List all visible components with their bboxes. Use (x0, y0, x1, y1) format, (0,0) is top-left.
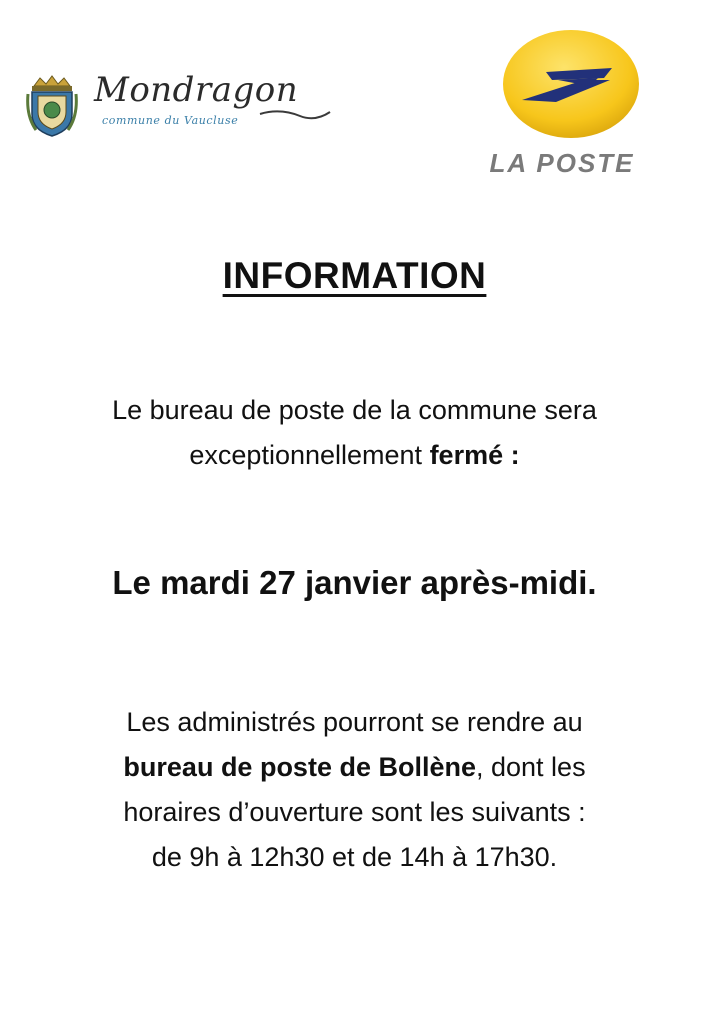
opening-hours: de 9h à 12h30 et de 14h à 17h30. (151, 842, 558, 872)
alternative-line-2 (30, 745, 679, 790)
alternative-line-3: horaires d’ouverture sont les suivants : (123, 797, 586, 827)
town-subtitle: commune du Vaucluse (102, 114, 239, 127)
notice-title: INFORMATION (222, 255, 487, 296)
la-poste-wordmark: LA POSTE (489, 148, 635, 178)
la-poste-logo (500, 28, 642, 140)
closure-line-1: Le bureau de poste de la commune sera (112, 395, 597, 425)
closure-paragraph (30, 388, 679, 478)
alternative-line-2-text: , dont les (476, 752, 586, 782)
closure-line-2 (30, 433, 679, 478)
closure-status: fermé : (429, 440, 520, 470)
town-name: Mondragon (94, 70, 299, 110)
alternative-line-1: Les administrés pourront se rendre au (126, 707, 583, 737)
closure-line-2-text: exceptionnellement (189, 440, 423, 470)
header (0, 0, 709, 200)
closure-date: Le mardi 27 janvier après-midi. (112, 564, 597, 601)
alternative-office: bureau de poste de Bollène (123, 752, 476, 782)
alternative-paragraph (30, 700, 679, 880)
town-crest-logo (24, 72, 80, 138)
